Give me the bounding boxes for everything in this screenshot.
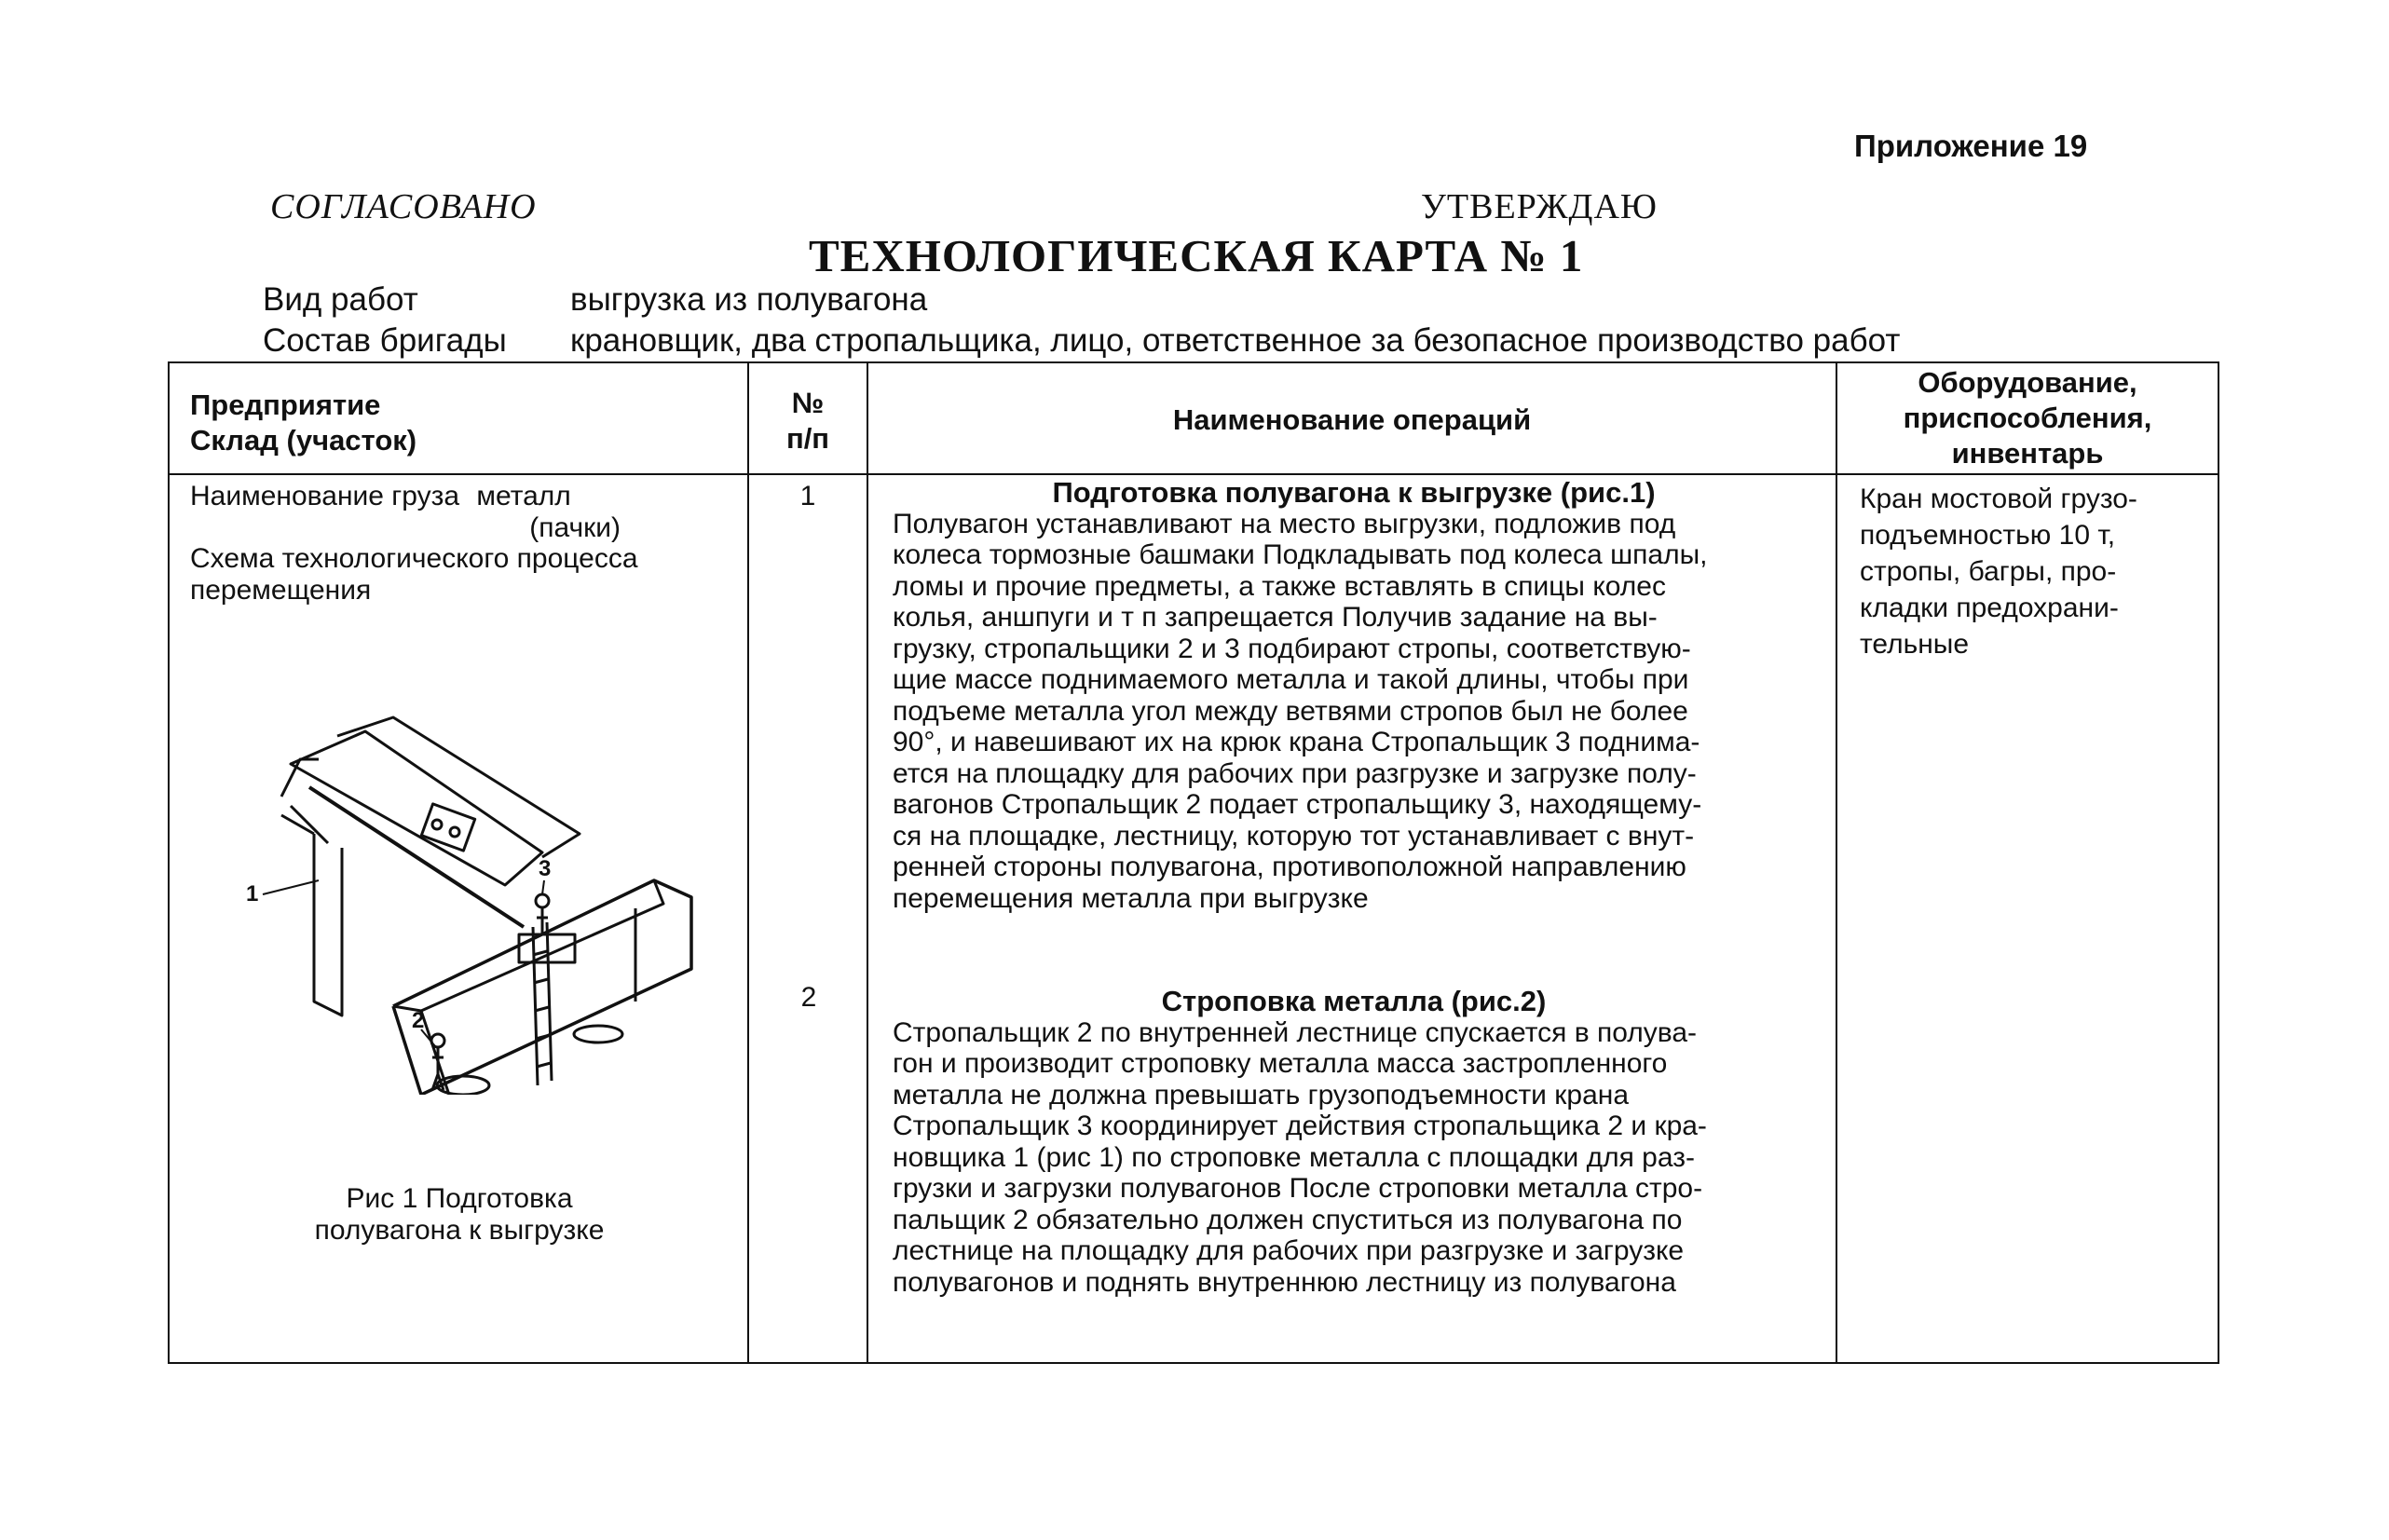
appendix-label: Приложение 19	[1854, 129, 2088, 163]
callout-1: 1	[246, 881, 259, 906]
header-operations-text: Наименование операций	[1172, 403, 1532, 436]
body-row	[169, 474, 2218, 1363]
operation-1-title: Подготовка полувагона к выгрузке (рис.1)	[1052, 476, 1656, 509]
op2-line: полувагонов и поднять внутреннюю лестницу из полувагона	[893, 1266, 1676, 1298]
header-operations	[867, 362, 1836, 474]
header-equipment	[1836, 362, 2218, 474]
equipment-line: тельные	[1860, 629, 1970, 660]
callout-2: 2	[412, 1008, 425, 1033]
op1-line: ся на площадке, лестницу, которую тот устанавливает с внут-	[893, 820, 1695, 852]
header-number	[748, 362, 867, 474]
operation-2-title: Строповка металла (рис.2)	[1161, 985, 1547, 1017]
op1-line: Полувагон устанавливают на место выгрузки, подложив под	[893, 508, 1676, 539]
header-number-line-1: №	[791, 387, 825, 419]
header-number-line-2: п/п	[785, 422, 830, 455]
operation-2-text	[893, 1017, 1815, 1299]
equipment-line: кладки предохрани-	[1860, 593, 2119, 623]
header-row	[169, 362, 2218, 474]
op2-line: пальщик 2 обязательно должен спуститься из полувагона по	[893, 1204, 1683, 1235]
crane-railcar-drawing	[225, 694, 710, 1095]
cargo-value-2: (пачки)	[529, 511, 621, 543]
op2-line: металла не должна превышать грузоподъемности крана	[893, 1079, 1630, 1111]
railcar-top-edge	[393, 880, 663, 1011]
equipment-line: Кран мостовой грузо-	[1860, 484, 2137, 514]
crane-beam-left	[291, 731, 542, 885]
scheme-line-1: Схема технологического процесса	[190, 543, 638, 574]
header-enterprise-line-1: Предприятие	[190, 388, 381, 421]
operations-cell	[867, 474, 1836, 1363]
op2-line: гон и производит строповку металла масса застропленного	[893, 1048, 1668, 1079]
op1-line: колеса тормозные башмаки Подкладывать под колеса шпалы,	[893, 539, 1708, 570]
crew-value: крановщик, два стропальщика, лицо, ответственное за безопасное производство работ	[570, 322, 1901, 359]
op1-line: щие массе поднимаемого металла и такой длины, чтобы при	[893, 664, 1689, 695]
op1-line: колья, аншпуги и т п запрещается Получив задание на вы-	[893, 602, 1658, 633]
operation-number-1: 1	[799, 481, 816, 511]
gantry-column	[314, 834, 342, 1015]
equipment-cell	[1836, 474, 2218, 1363]
number-cell	[748, 474, 867, 1363]
op2-line: новщика 1 (рис 1) по строповке металла с площадки для раз-	[893, 1141, 1695, 1173]
op1-line: 90°, и навешивают их на крюк крана Стропальщик 3 поднима-	[893, 727, 1700, 757]
op1-line: перемещения металла при выгрузке	[893, 882, 1369, 914]
equipment-line: стропы, багры, про-	[1860, 556, 2117, 587]
op2-line: грузки и загрузки полувагонов После строповки металла стро-	[893, 1173, 1703, 1204]
op1-line: подъеме металла угол между ветвями стропов был не более	[893, 695, 1688, 727]
op1-line: грузку, стропальщики 2 и 3 подбирают стропы, соответствую-	[893, 633, 1691, 664]
equipment-line: подъемностью 10 т,	[1860, 520, 2116, 551]
approve-label: УТВЕРЖДАЮ	[1421, 187, 1658, 226]
op1-line: ломы и прочие предметы, а также вставлять в спицы колес	[893, 570, 1666, 602]
enterprise-cell	[169, 474, 748, 1363]
railcar-wheel-rear	[574, 1026, 622, 1043]
work-type-value: выгрузка из полувагона	[570, 281, 928, 318]
op1-line: ется на площадку для рабочих при разгрузке и загрузке полу-	[893, 757, 1697, 789]
header-enterprise	[169, 362, 748, 474]
work-type-label: Вид работ	[263, 281, 418, 318]
cargo-line	[190, 481, 738, 512]
callout-3: 3	[539, 856, 552, 881]
scheme-line-2: перемещения	[190, 574, 372, 606]
cargo-value: металл	[476, 481, 571, 511]
op2-line: лестнице на площадку для рабочих при разгрузке и загрузке	[893, 1235, 1685, 1266]
operation-2	[893, 986, 1815, 1298]
operation-1	[868, 475, 1836, 914]
figure-caption	[170, 1183, 749, 1246]
ladder	[533, 922, 552, 1085]
figure-caption-line-1: Рис 1 Подготовка	[346, 1183, 573, 1214]
agreed-label: СОГЛАСОВАНО	[270, 187, 537, 226]
header-enterprise-line-2: Склад (участок)	[190, 424, 417, 457]
equipment-text	[1837, 475, 2218, 662]
figure-caption-line-2: полувагона к выгрузке	[314, 1214, 605, 1246]
document-title: ТЕХНОЛОГИЧЕСКАЯ КАРТА № 1	[809, 230, 1584, 281]
header-equipment-line-1: Оборудование,	[1918, 366, 2137, 399]
header-equipment-line-3: инвентарь	[1951, 437, 2104, 470]
operation-number-2: 2	[800, 982, 817, 1013]
op1-line: ренней стороны полувагона, противоположной направлению	[893, 852, 1686, 882]
technological-card-table	[168, 361, 2219, 1364]
op2-line: Стропальщик 2 по внутренней лестнице спускается в полува-	[893, 1016, 1698, 1048]
crew-label: Состав бригады	[263, 322, 507, 359]
op2-line: Стропальщик 3 координирует действия стропальщика 2 и кра-	[893, 1111, 1707, 1141]
op1-line: вагонов Стропальщик 2 подает стропальщику 3, находящему-	[893, 789, 1702, 820]
cargo-label: Наименование груза	[190, 481, 460, 511]
operation-1-text	[893, 509, 1815, 915]
header-equipment-line-2: приспособления,	[1903, 402, 2152, 434]
